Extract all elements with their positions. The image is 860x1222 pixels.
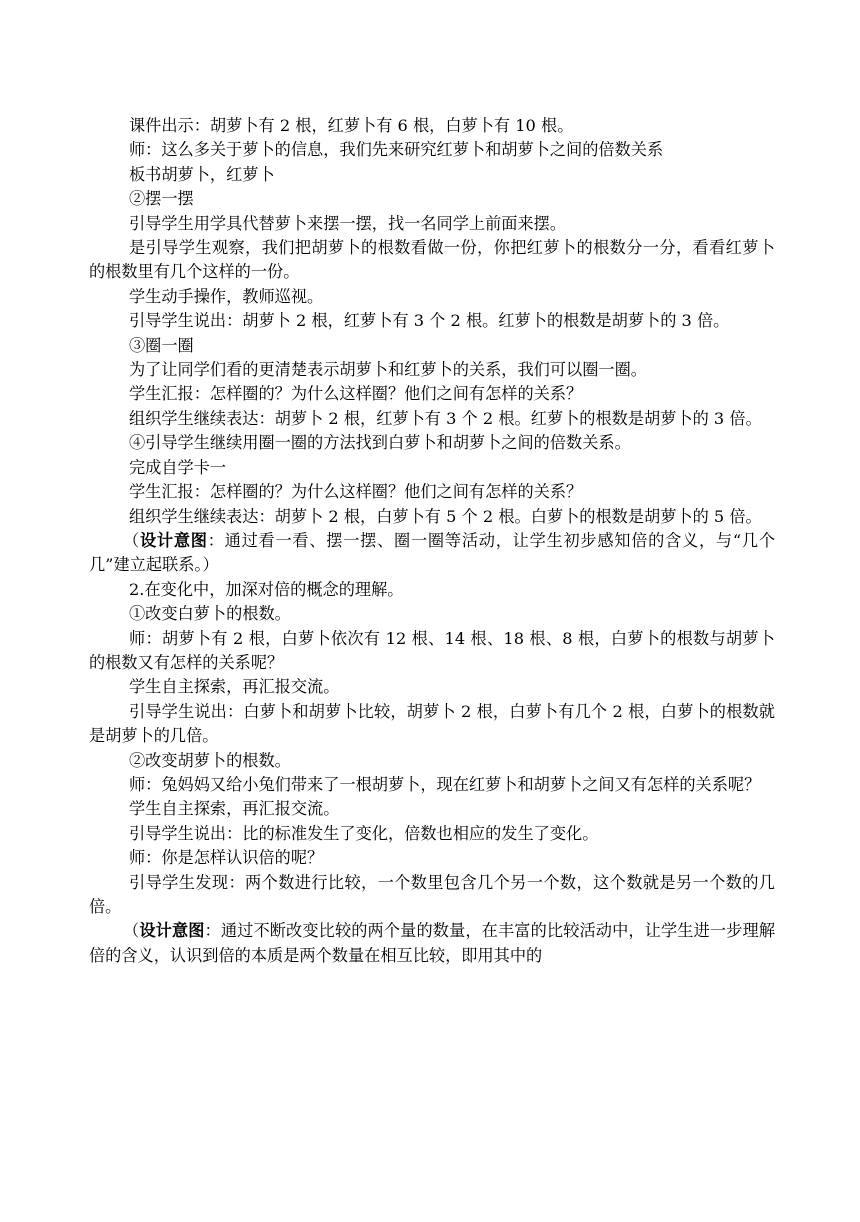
paragraph: 学生自主探索，再汇报交流。 — [129, 799, 340, 819]
paragraph: 学生汇报：怎样圈的？为什么这样圈？他们之间有怎样的关系？ — [129, 482, 583, 502]
paragraph: 学生动手操作，教师巡视。 — [129, 286, 324, 306]
section-heading: 2.在变化中，加深对倍的概念的理解。 — [129, 579, 404, 599]
paragraph: 学生汇报：怎样圈的？为什么这样圈？他们之间有怎样的关系？ — [129, 384, 583, 404]
paragraph: 师：你是怎样认识倍的呢？ — [129, 848, 324, 868]
design-intent-label: 设计意图 — [139, 921, 205, 941]
paragraph: 组织学生继续表达：胡萝卜 2 根，白萝卜有 5 个 2 根。白萝卜的根数是胡萝卜的 5 倍。 — [129, 506, 762, 526]
design-intent-text: ：通过看一看、摆一摆、圈一圈等活动，让学生初步感知倍的含义，与“几个几”建立起联系。） — [89, 530, 776, 575]
paragraph: 引导学生说出：比的标准发生了变化，倍数也相应的发生了变化。 — [129, 823, 599, 843]
document-body — [89, 114, 775, 968]
paragraph: ②摆一摆 — [129, 189, 194, 209]
paragraph: 师：胡萝卜有 2 根，白萝卜依次有 12 根、14 根、18 根、8 根，白萝卜的根数与胡萝卜的根数又有怎样的关系呢？ — [89, 628, 775, 672]
paragraph: 师：这么多关于萝卜的信息，我们先来研究红萝卜和胡萝卜之间的倍数关系 — [129, 140, 664, 160]
open-paren: （ — [123, 921, 140, 941]
paragraph: 板书胡萝卜，红萝卜 — [129, 164, 275, 184]
design-intent-paragraph — [89, 529, 775, 578]
design-intent-text: ：通过不断改变比较的两个量的数量，在丰富的比较活动中，让学生进一步理解倍的含义，认识到倍的本质是两个数量在相互比较，即用其中的 — [89, 921, 776, 965]
paragraph: 为了让同学们看的更清楚表示胡萝卜和红萝卜的关系，我们可以圈一圈。 — [129, 360, 647, 380]
paragraph: ③圈一圈 — [129, 335, 194, 355]
paragraph: 是引导学生观察，我们把胡萝卜的根数看做一份，你把红萝卜的根数分一分，看看红萝卜的根数里有几个这样的一份。 — [89, 238, 775, 282]
design-intent-paragraph — [89, 919, 775, 968]
paragraph: ④引导学生继续用圈一圈的方法找到白萝卜和胡萝卜之间的倍数关系。 — [129, 433, 631, 453]
paragraph: 引导学生发现：两个数进行比较，一个数里包含几个另一个数，这个数就是另一个数的几倍。 — [89, 872, 775, 916]
paragraph: 引导学生说出：白萝卜和胡萝卜比较，胡萝卜 2 根，白萝卜有几个 2 根，白萝卜的根数就是胡萝卜的几倍。 — [89, 701, 775, 746]
paragraph: ①改变白萝卜的根数。 — [129, 604, 291, 624]
paragraph: 师：兔妈妈又给小兔们带来了一根胡萝卜，现在红萝卜和胡萝卜之间又有怎样的关系呢？ — [129, 774, 761, 794]
paragraph: 完成自学卡一 — [129, 457, 227, 477]
paragraph: 学生自主探索，再汇报交流。 — [129, 677, 340, 697]
paragraph: 课件出示：胡萝卜有 2 根，红萝卜有 6 根，白萝卜有 10 根。 — [129, 116, 574, 135]
paragraph: 引导学生用学具代替萝卜来摆一摆，找一名同学上前面来摆。 — [129, 213, 567, 233]
paragraph: ②改变胡萝卜的根数。 — [129, 750, 291, 770]
paragraph: 引导学生说出：胡萝卜 2 根，红萝卜有 3 个 2 根。红萝卜的根数是胡萝卜的 3 倍。 — [129, 311, 730, 331]
paragraph: 组织学生继续表达：胡萝卜 2 根，红萝卜有 3 个 2 根。红萝卜的根数是胡萝卜的 3 倍。 — [129, 408, 762, 428]
design-intent-label: 设计意图 — [139, 530, 208, 550]
open-paren: （ — [123, 530, 140, 550]
